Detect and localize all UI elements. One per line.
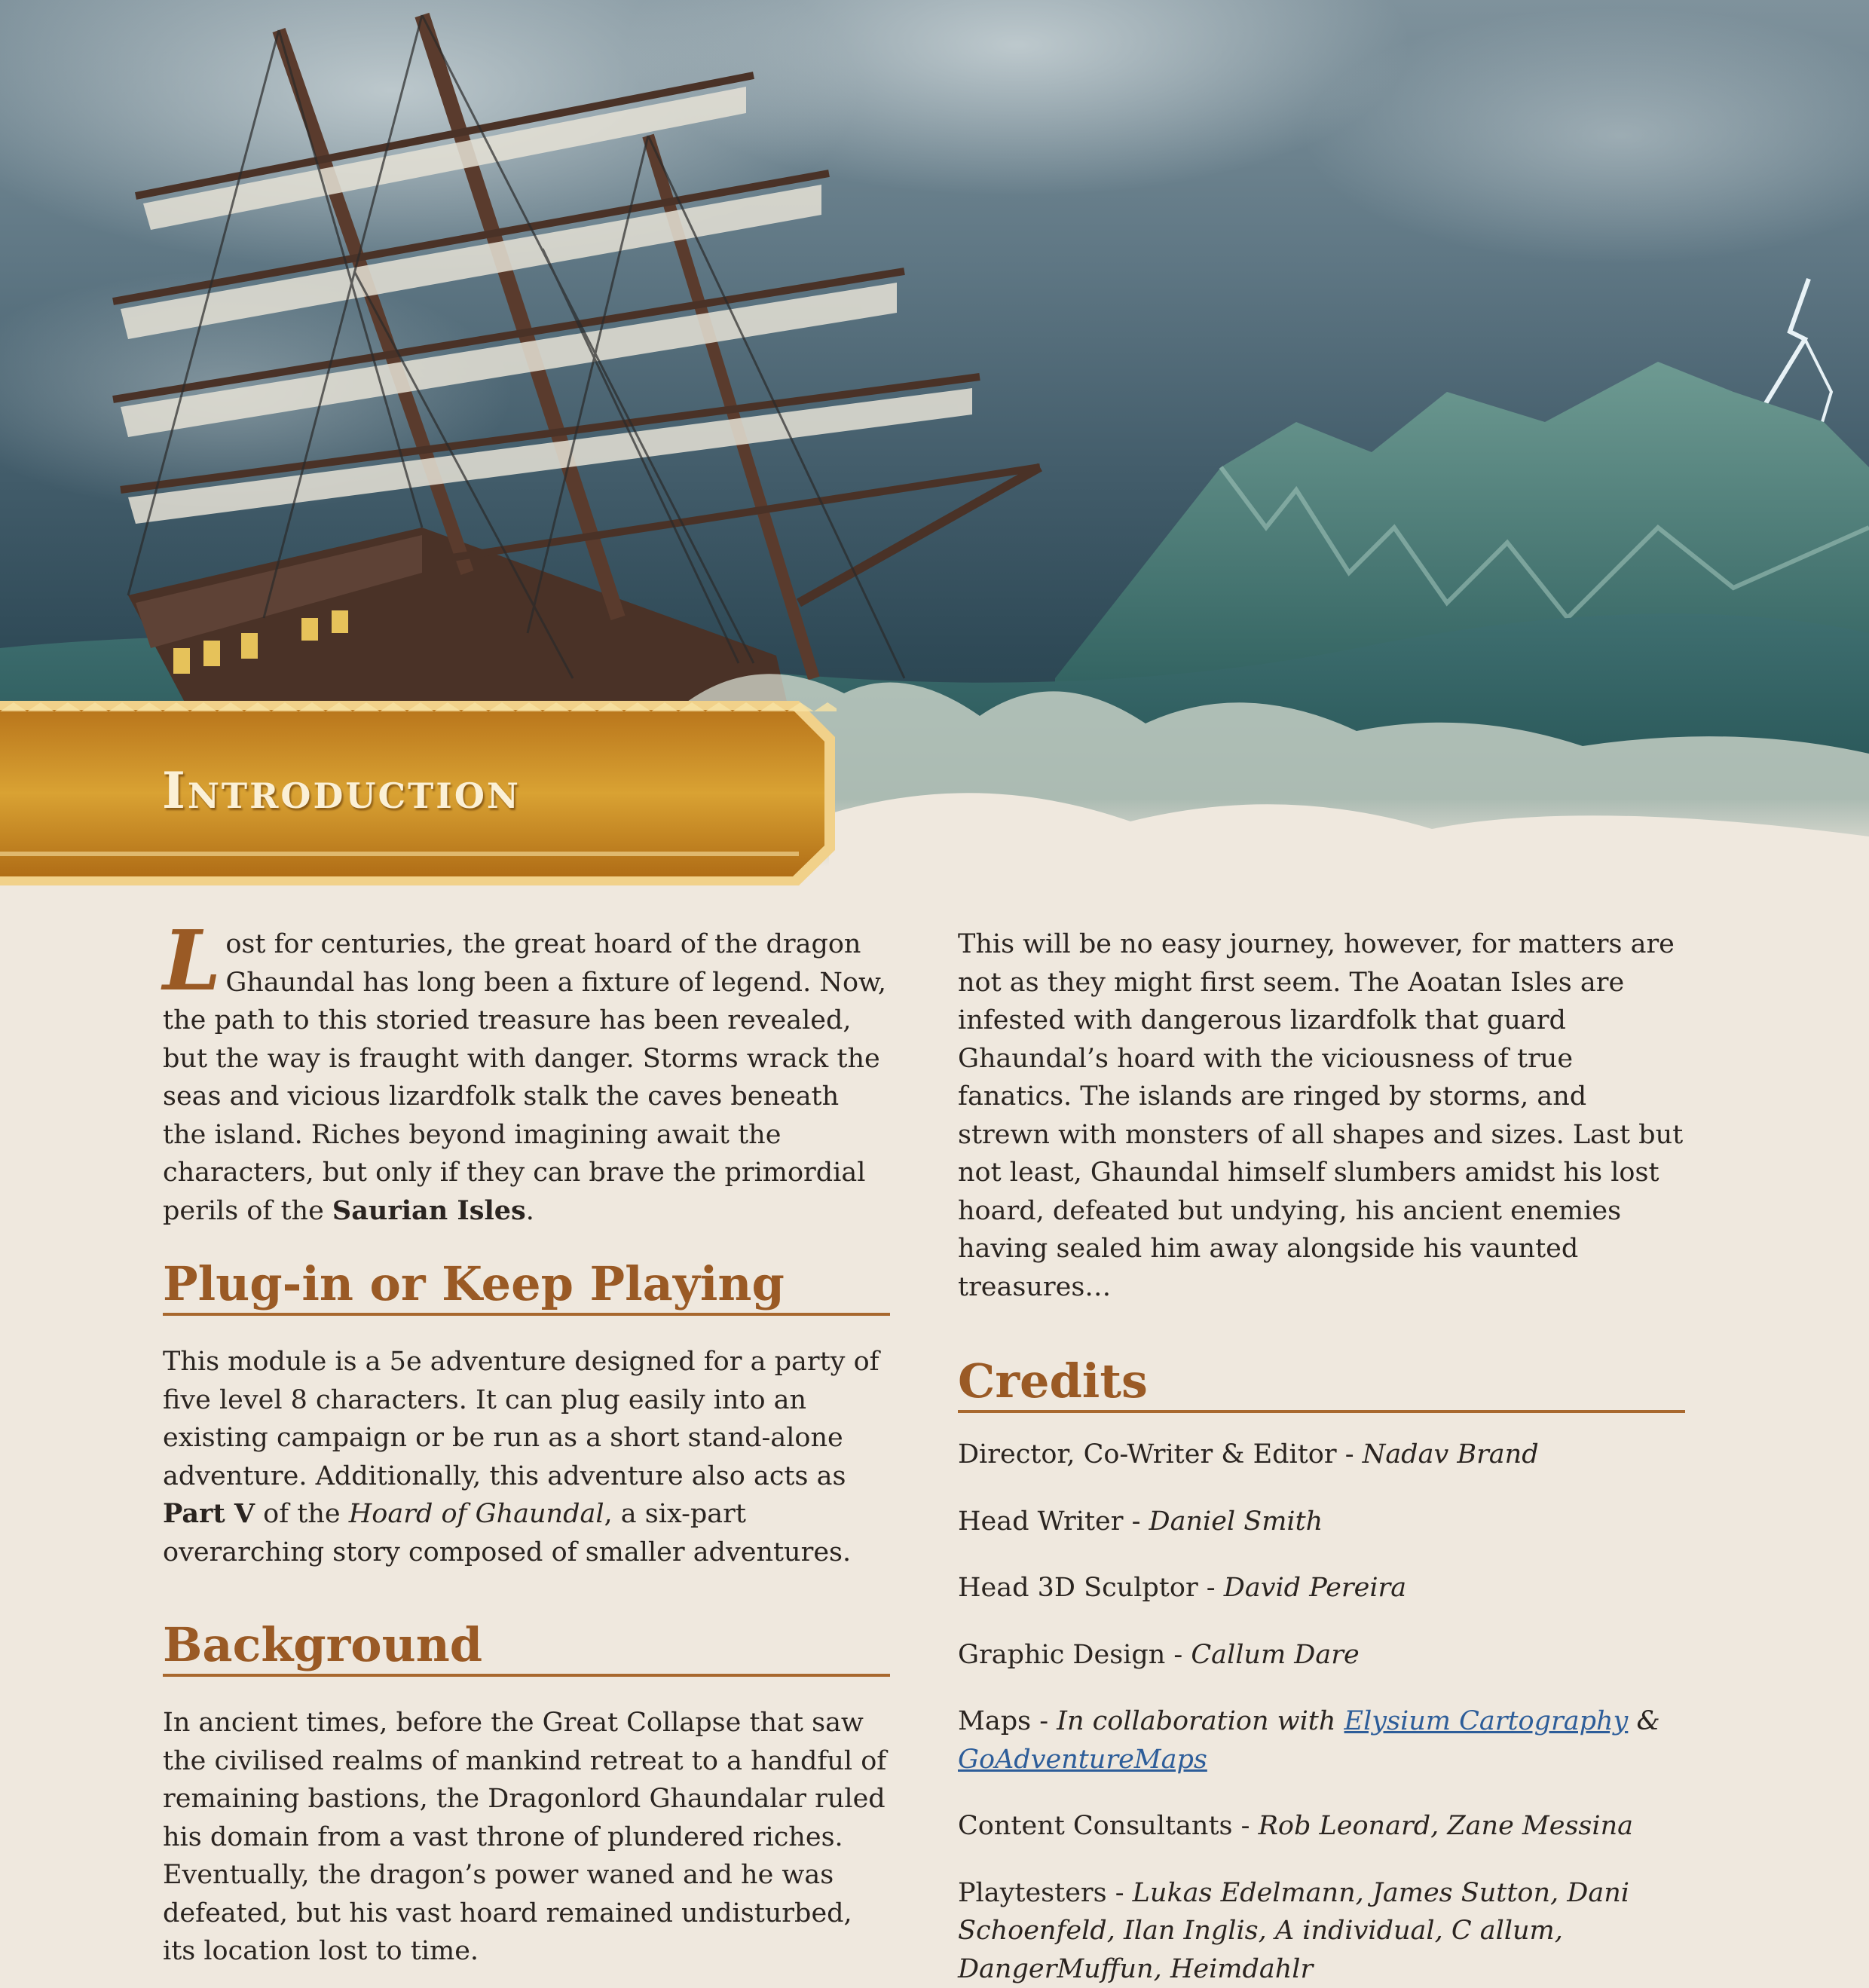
- plugin-italic: Hoard of Ghaundal: [349, 1499, 604, 1529]
- heading-credits: Credits: [958, 1354, 1685, 1413]
- credit-role: Head 3D Sculptor -: [958, 1573, 1224, 1603]
- credit-name: Rob Leonard, Zane Messina: [1259, 1811, 1633, 1841]
- journey-paragraph: This will be no easy journey, however, for matters are not as they might first seem. The Aoatan Isles are infested with dangerous lizardfolk that guard Ghaundal’s hoard with the viciousness of true fanatics. The islands are ringed by storms, and strewn with monsters of all shapes and sizes. Last but not least, Ghaundal himself slumbers amidst his lost hoard, defeated but undying, his ancient enemies having sealed him away alongside his vaunted treasures…: [958, 925, 1685, 1306]
- credit-sculptor: [958, 1569, 1685, 1607]
- plugin-text-2: of the: [255, 1499, 349, 1529]
- credit-role: Head Writer -: [958, 1506, 1149, 1537]
- credit-name: Callum Dare: [1191, 1640, 1359, 1670]
- intro-text: ost for centuries, the great hoard of the dragon Ghaundal has long been a fixture of legend. Now, the path to this storied treasure has been revealed, but the way is fraught with danger. Storms wrack the seas and vicious lizardfolk stalk the caves beneath the island. Riches beyond imagining await the characters, but only if they can brave the primordial perils of the: [163, 929, 886, 1226]
- credit-role: Content Consultants -: [958, 1811, 1259, 1841]
- credit-design: [958, 1636, 1685, 1675]
- intro-paragraph: [163, 925, 890, 1230]
- credit-name: Daniel Smith: [1149, 1506, 1323, 1537]
- credit-amp: &: [1628, 1706, 1659, 1736]
- intro-text-end: .: [526, 1196, 534, 1226]
- credit-writer: [958, 1503, 1685, 1541]
- credit-director: [958, 1436, 1685, 1474]
- page-title: Introduction: [162, 761, 521, 820]
- left-column: [163, 925, 890, 1971]
- credit-name: In collaboration with: [1057, 1706, 1344, 1736]
- credit-maps: [958, 1702, 1685, 1778]
- goadventuremaps-link[interactable]: GoAdventureMaps: [958, 1745, 1207, 1775]
- credit-consultants: [958, 1807, 1685, 1846]
- credit-role: Maps -: [958, 1706, 1057, 1736]
- credit-role: Playtesters -: [958, 1878, 1133, 1908]
- credit-playtesters: [958, 1874, 1685, 1988]
- elysium-cartography-link[interactable]: Elysium Cartography: [1344, 1706, 1629, 1736]
- right-column: [958, 925, 1685, 1988]
- credit-name: Lukas Edelmann, James Sutton, Dani Schoenfeld, Ilan Inglis, A individual, C allum, DangerMuffun, Heimdahlr: [958, 1878, 1629, 1984]
- plugin-paragraph: [163, 1343, 890, 1571]
- drop-cap: L: [163, 930, 221, 992]
- plugin-bold: Part V: [163, 1498, 255, 1529]
- plugin-text-3: , a six-part overarching story composed of smaller adventures.: [163, 1499, 851, 1567]
- credit-name: David Pereira: [1224, 1573, 1406, 1603]
- heading-background: Background: [163, 1618, 890, 1677]
- heading-plugin: Plug-in or Keep Playing: [163, 1257, 890, 1316]
- intro-bold: Saurian Isles: [332, 1195, 526, 1226]
- plugin-text-1: This module is a 5e adventure designed for a party of five level 8 characters. It can plug easily into an existing campaign or be run as a short stand-alone adventure. Additionally, this adventure also acts as: [163, 1347, 879, 1491]
- credit-role: Director, Co-Writer & Editor -: [958, 1439, 1363, 1470]
- credit-name: Nadav Brand: [1363, 1439, 1539, 1470]
- credit-role: Graphic Design -: [958, 1640, 1191, 1670]
- background-paragraph: In ancient times, before the Great Collapse that saw the civilised realms of mankind retreat to a handful of remaining bastions, the Dragonlord Ghaundalar ruled his domain from a vast throne of plundered riches. Eventually, the dragon’s power waned and he was defeated, but his vast hoard remained undisturbed, its location lost to time.: [163, 1704, 890, 1971]
